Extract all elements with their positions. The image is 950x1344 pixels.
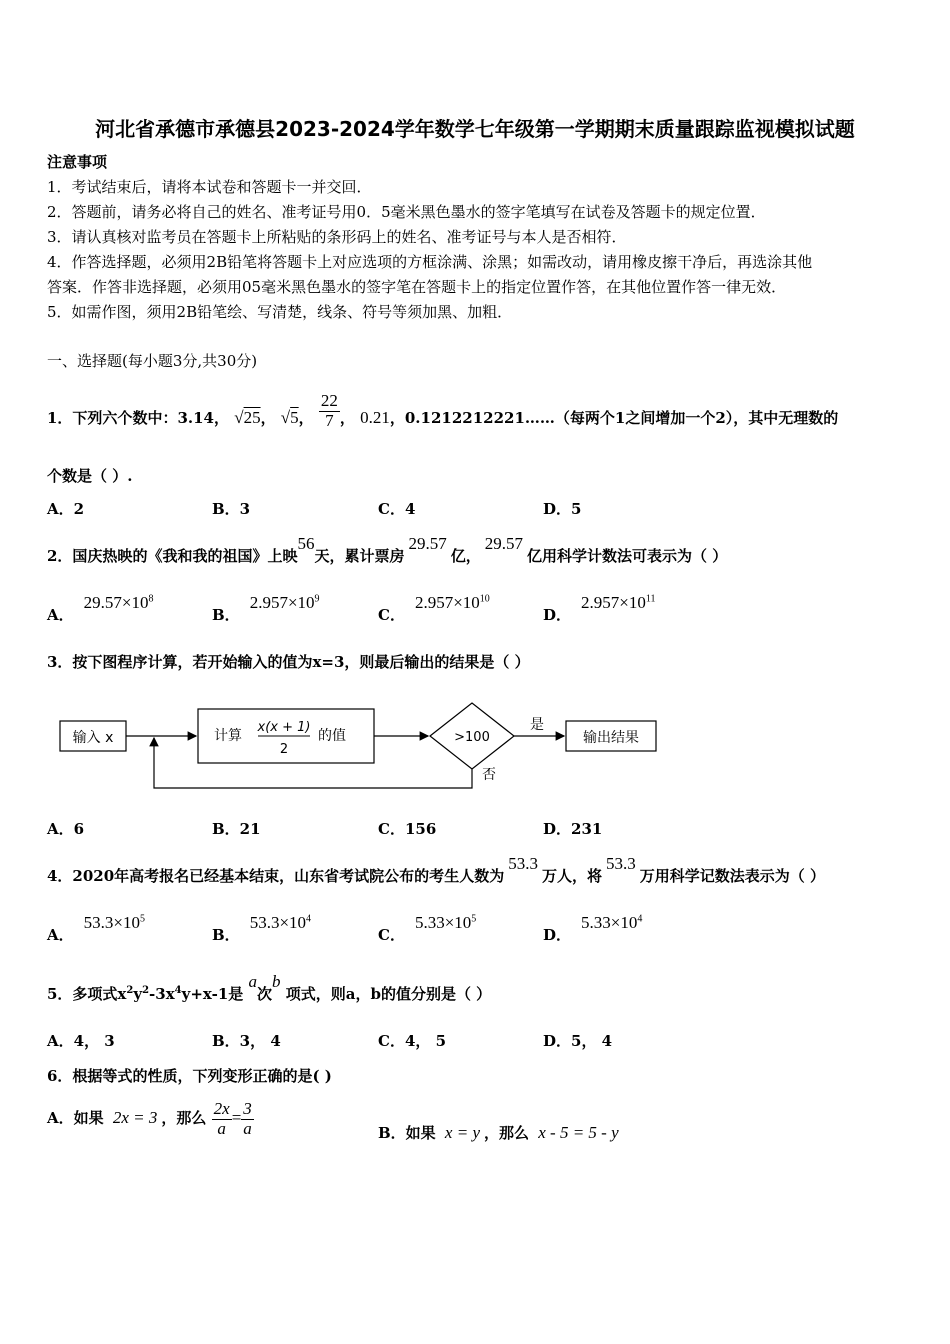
q4-num1: 53.3 (508, 854, 538, 873)
q5-option-d: D．5， 4 (543, 1032, 613, 1050)
notice-heading: 注意事项 (47, 153, 108, 171)
q5-text-3: -3x (149, 985, 175, 1003)
notice-item: 4．作答选择题，必须用2B铅笔将答题卡上对应选项的方框涂满、涂黑；如需改动，请用橡皮擦干净后，再选涂其他 (47, 253, 813, 271)
q5-text-5: 项式，则a，b的值分别是（ ） (285, 985, 492, 1003)
q5-option-c: C．4， 5 (378, 1032, 447, 1050)
question-2 (47, 534, 728, 566)
sqrt-25: √25 (234, 408, 261, 428)
q3-option-b: B．21 (212, 820, 261, 838)
notice-item: 5．如需作图，须用2B铅笔绘、写清楚，线条、符号等须加黑、加粗． (47, 303, 513, 321)
q1-option-a: A．2 (47, 500, 85, 518)
question-3: 3．按下图程序计算，若开始输入的值为x=3，则最后输出的结果是（ ） (47, 653, 530, 671)
q2-days: 56 (297, 534, 315, 553)
q2-text-2: 天，累计票房 (314, 547, 405, 565)
q5-ci: 次 (257, 985, 273, 1003)
q1-option-c: C．4 (378, 500, 416, 518)
question-4 (47, 854, 825, 886)
q5-option-a: A．4， 3 (47, 1032, 115, 1050)
q3-option-a: A．6 (47, 820, 85, 838)
q4-option-a: A．$53.3\times 10^5$ (47, 913, 145, 944)
q1-line2: 个数是（ ）. (47, 467, 133, 485)
q2-text-1: 2．国庆热映的《我和我的祖国》上映 (47, 547, 298, 565)
q4-option-d: D．$5.33\times 10^4$ (543, 913, 643, 944)
section-heading: 一、选择题(每小题3分,共30分) (47, 352, 258, 370)
notice-item: 3．请认真核对监考员在答题卡上所粘贴的条形码上的姓名、准考证号与本人是否相符． (47, 228, 627, 246)
question-1: 1．下列六个数中：3.14， √25， √5， $\frac{22}{7}$ ， 0.21，0.1212212221……（每两个1之间增加一个2），其中无理数的 (47, 391, 839, 430)
repeating-decimal: 0.21 (360, 408, 390, 428)
q6-option-a (47, 1100, 254, 1138)
q5-option-b: B．3， 4 (212, 1032, 281, 1050)
q2-text-3: 亿， (450, 547, 481, 565)
fraction-22-7: $\frac{22}{7}$ (320, 391, 338, 430)
q6-a-fraction-left: $\frac{2x}{a}$ (213, 1099, 230, 1138)
q6-a-then: ，那么 (161, 1109, 207, 1128)
q6-option-b (378, 1122, 619, 1143)
q4-option-b: B．$53.3\times 10^4$ (212, 913, 312, 944)
flow-calc-denominator: 2 (279, 742, 289, 757)
q1-tail: ，0.1212212221……（每两个1之间增加一个2），其中无理数的 (389, 409, 839, 428)
flow-no-label: 否 (482, 767, 496, 783)
question-5 (47, 972, 492, 1004)
q6-b-label: B．如果 (378, 1124, 436, 1142)
notice-item: 1．考试结束后，请将本试卷和答题卡一并交回． (47, 178, 372, 196)
q2-box1: 29.57 (408, 534, 447, 553)
q2-option-a: A．$29.57\times 10^8$ (47, 593, 154, 624)
notice-item: 2．答题前，请务必将自己的姓名、准考证号用0．5毫米黑色墨水的签字笔填写在试卷及答题卡的规定位置． (47, 203, 766, 221)
q5-exp: 2 (126, 985, 134, 996)
q5-text-1: 5．多项式x (47, 985, 127, 1003)
q2-box2: 29.57 (484, 534, 523, 553)
question-6: 6．根据等式的性质，下列变形正确的是( ) (47, 1067, 332, 1085)
q5-var-b: b (272, 972, 281, 991)
q5-text-2: y (133, 985, 143, 1003)
q5-text-4: y+x-1是 (181, 985, 244, 1003)
flow-calc-prefix: 计算 (214, 728, 242, 744)
flow-yes-label: 是 (530, 717, 544, 733)
q6-b-then: ，那么 (483, 1124, 529, 1142)
q6-a-equals: = (231, 1108, 242, 1128)
notice-item: 答案．作答非选择题，必须用05毫米黑色墨水的签字笔在答题卡上的指定位置作答，在其他位置作答一律无效． (47, 278, 787, 296)
sqrt-5: √5 (280, 408, 299, 428)
q1-prefix: 1．下列六个数中：3.14， (47, 409, 229, 428)
q6-a-equation: 2x = 3 (112, 1108, 158, 1128)
q1-option-b: B．3 (212, 500, 251, 518)
q2-option-c: C．$2.957\times 10^{10}$ (378, 593, 490, 624)
q2-text-4: 亿用科学计数法可表示为（ ） (526, 547, 728, 565)
q4-option-c: C．$5.33\times 10^5$ (378, 913, 477, 944)
q4-text-2: 万人，将 (541, 867, 602, 885)
flow-output-label: 输出结果 (583, 730, 639, 746)
q3-option-c: C．156 (378, 820, 437, 838)
q2-option-b: B．$2.957\times 10^9$ (212, 593, 320, 624)
q4-num2: 53.3 (605, 854, 636, 873)
q6-a-fraction-right: $\frac{3}{a}$ (243, 1099, 252, 1138)
q5-exp: 2 (142, 985, 150, 996)
q3-option-d: D．231 (543, 820, 603, 838)
flow-decision-label: >100 (454, 730, 490, 745)
q4-text-3: 万用科学记数法表示为（ ） (639, 867, 825, 885)
q6-a-label: A．如果 (47, 1109, 104, 1128)
q1-option-d: D．5 (543, 500, 582, 518)
q4-text-1: 4．2020年高考报名已经基本结束，山东省考试院公布的考生人数为 (47, 867, 505, 885)
q5-var-a: a (248, 972, 257, 991)
q6-b-equation: x = y (444, 1123, 480, 1142)
flow-calc-numerator: x(x + 1) (257, 720, 311, 735)
q5-exp: 4 (174, 985, 182, 996)
page-title: 河北省承德市承德县2023-2024学年数学七年级第一学期期末质量跟踪监视模拟试题 (95, 117, 855, 141)
flow-input-label: 输入 x (72, 730, 114, 746)
q6-b-result: x - 5 = 5 - y (538, 1123, 619, 1142)
q2-option-d: D．$2.957\times 10^{11}$ (543, 593, 656, 624)
flowchart (50, 695, 670, 805)
flow-calc-suffix: 的值 (318, 728, 346, 744)
